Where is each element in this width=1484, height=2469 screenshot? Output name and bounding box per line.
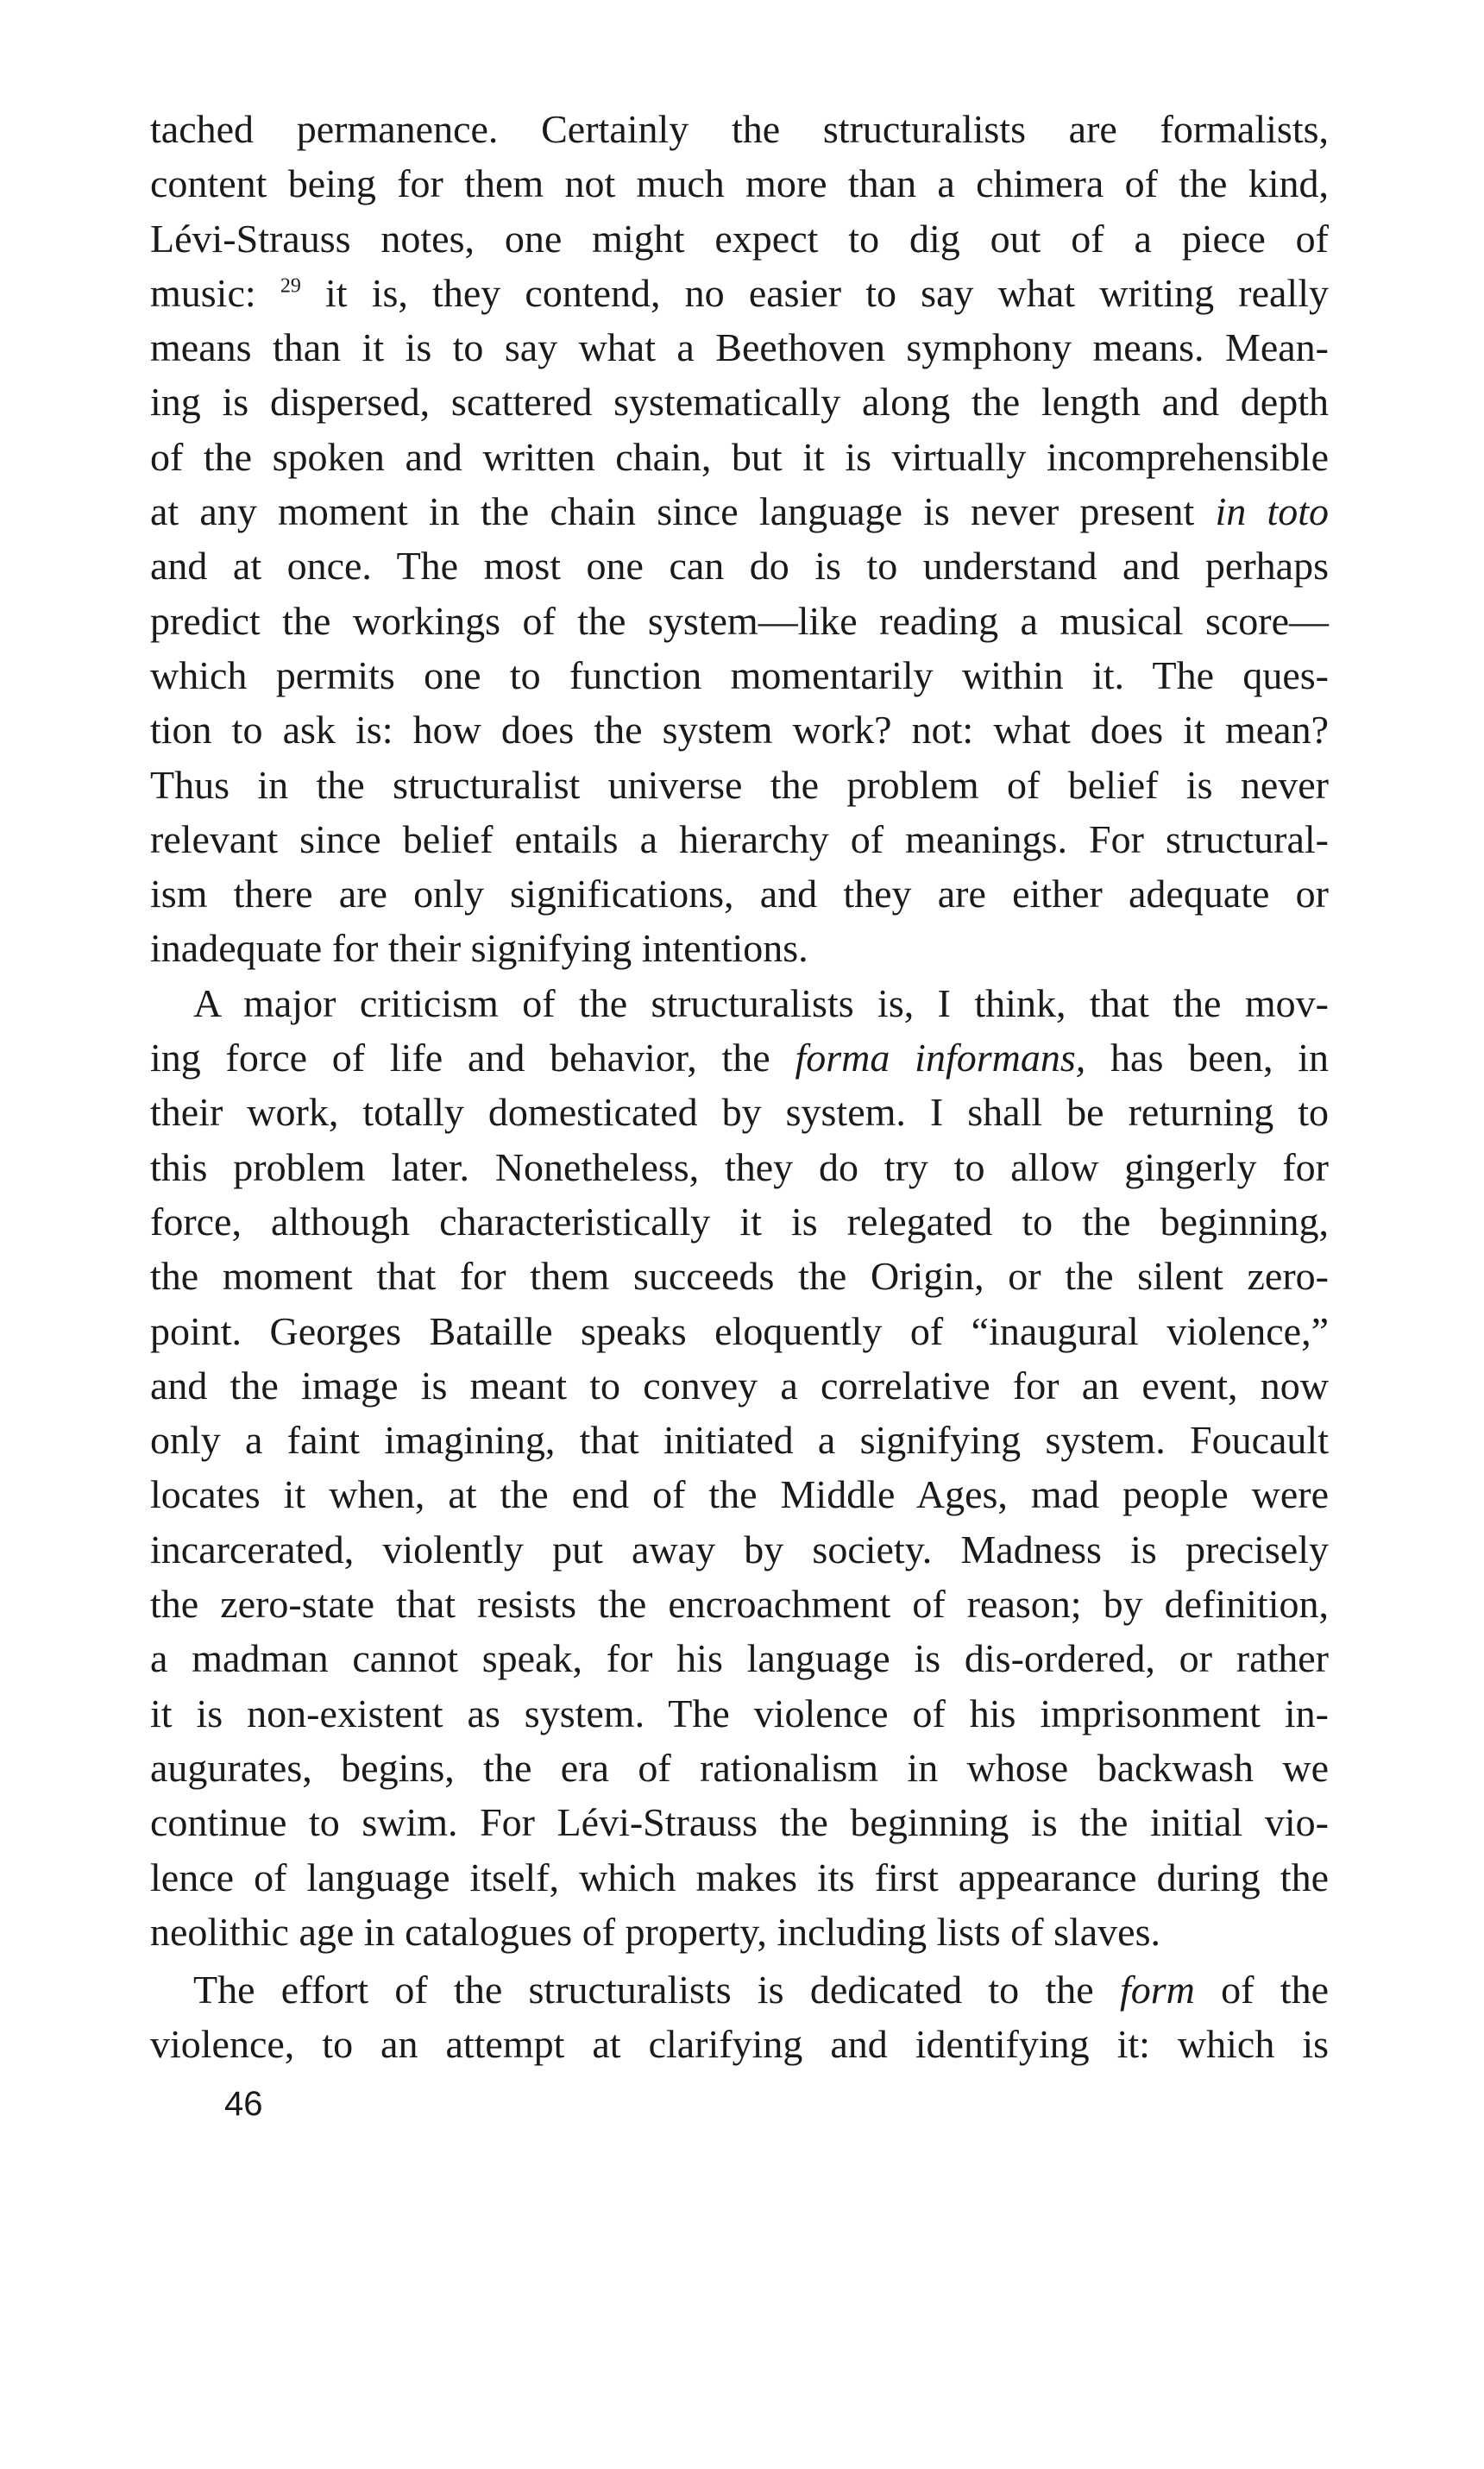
text-line: inadequate for their signifying intentions. — [150, 926, 808, 971]
text-line: continue to swim. For Lévi-Strauss the beginning is the initial vio- — [150, 1800, 1329, 1845]
text-line: and at once. The most one can do is to understand and perhaps — [150, 544, 1329, 589]
text-line — [150, 1962, 1329, 2017]
text-segment: it is, they contend, no easier to say what writing really — [300, 270, 1329, 315]
text-line: augurates, begins, the era of rationalism in whose backwash we — [150, 1745, 1329, 1790]
text-line — [150, 484, 1329, 539]
text-line: a madman cannot speak, for his language is dis-ordered, or rather — [150, 1636, 1329, 1681]
text-line — [150, 1030, 1329, 1085]
text-line: means than it is to say what a Beethoven symphony means. Mean- — [150, 325, 1329, 370]
text-segment: of the — [1194, 1968, 1329, 2012]
page-number: 46 — [224, 2085, 263, 2123]
text-line: the moment that for them succeeds the Origin, or the silent zero- — [150, 1254, 1329, 1299]
text-line: their work, totally domesticated by system. I shall be returning to — [150, 1090, 1329, 1135]
text-line: ism there are only significations, and they are either adequate or — [150, 872, 1329, 916]
text-line: which permits one to function momentarily within it. The ques- — [150, 652, 1329, 697]
text-line: lence of language itself, which makes its first appearance during the — [150, 1855, 1329, 1899]
text-line: locates it when, at the end of the Middle Ages, mad people were — [150, 1472, 1329, 1517]
text-segment: ing force of life and behavior, the — [150, 1036, 795, 1080]
text-line: content being for them not much more than a chimera of the kind, — [150, 161, 1329, 206]
text-line: the zero-state that resists the encroachment of reason; by definition, — [150, 1582, 1329, 1627]
italic-phrase: in toto — [1215, 489, 1329, 534]
text-line: only a faint imagining, that initiated a signifying system. Foucault — [150, 1418, 1329, 1463]
text-line: predict the workings of the system—like reading a musical score— — [150, 598, 1329, 643]
text-line: this problem later. Nonetheless, they do try to allow gingerly for — [150, 1144, 1329, 1189]
paragraph-1 — [150, 102, 1329, 976]
text-line: Thus in the structuralist universe the problem of belief is never — [150, 762, 1329, 807]
text-line: incarcerated, violently put away by society. Madness is precisely — [150, 1527, 1329, 1571]
text-line: tion to ask is: how does the system work? not: what does it mean? — [150, 708, 1329, 753]
body-text — [150, 102, 1329, 2072]
text-line: of the spoken and written chain, but it is virtually incomprehensible — [150, 434, 1329, 479]
text-line: it is non-existent as system. The violence of his imprisonment in- — [150, 1691, 1329, 1735]
text-line: point. Georges Bataille speaks eloquently of “inaugural violence,” — [150, 1308, 1329, 1353]
text-segment: has been, in — [1085, 1036, 1330, 1080]
text-line: relevant since belief entails a hierarchy of meanings. For structural- — [150, 816, 1329, 861]
italic-phrase: forma informans, — [795, 1036, 1086, 1080]
paragraph-3 — [150, 1962, 1329, 2072]
text-segment: The effort of the structuralists is dedicated to the — [193, 1968, 1120, 2012]
text-line: neolithic age in catalogues of property, including lists of slaves. — [150, 1909, 1161, 1954]
footnote-reference: 29 — [280, 274, 301, 298]
text-line: and the image is meant to convey a correlative for an event, now — [150, 1363, 1329, 1408]
text-line — [150, 266, 1329, 320]
text-line: force, although characteristically it is relegated to the beginning, — [150, 1199, 1329, 1244]
text-line: tached permanence. Certainly the structuralists are formalists, — [150, 107, 1329, 151]
text-segment: at any moment in the chain since language is never present — [150, 489, 1216, 534]
paragraph-2 — [150, 976, 1329, 1959]
text-line: ing is dispersed, scattered systematically along the length and depth — [150, 380, 1329, 425]
text-line: A major criticism of the structuralists is, I think, that the mov- — [193, 980, 1329, 1025]
italic-phrase: form — [1119, 1968, 1195, 2012]
text-line: violence, to an attempt at clarifying and identifying it: which is — [150, 2022, 1329, 2067]
text-line: Lévi-Strauss notes, one might expect to dig out of a piece of — [150, 216, 1329, 261]
text-segment: music: — [150, 270, 280, 315]
